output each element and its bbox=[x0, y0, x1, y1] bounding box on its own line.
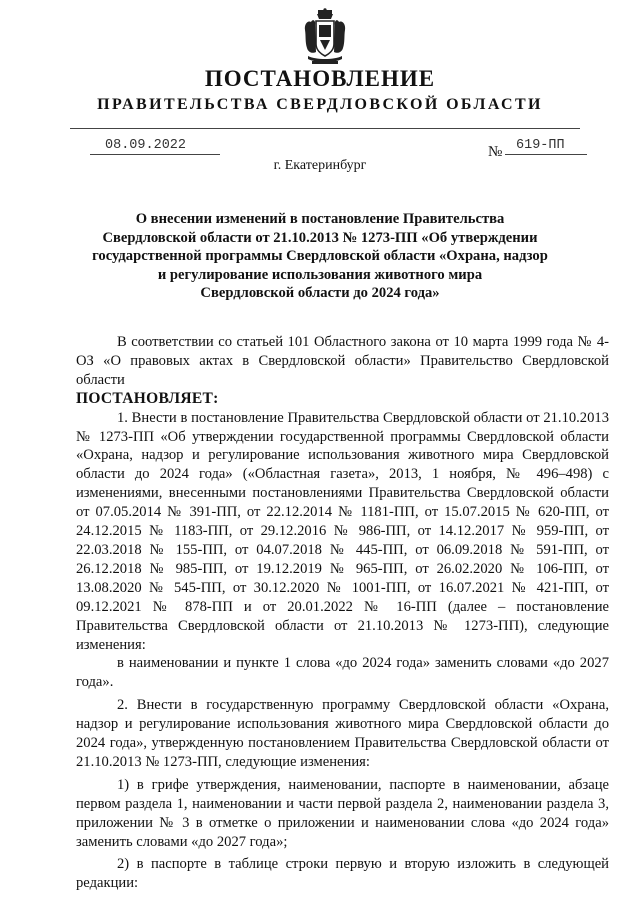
document-number: 619-ПП bbox=[516, 138, 565, 153]
number-sign: № bbox=[488, 144, 503, 160]
paragraph-2: 2. Внести в государственную программу Свердловской области «Охрана, надзор и регулирование использования животного мира Свердловской области до 2024 года», утвержденную постановлением Правительства Свердловской области от 21.10.2013 № 1273-ПП, следующие изменения: bbox=[76, 697, 609, 770]
document-subtitle: ПРАВИТЕЛЬСТВА СВЕРДЛОВСКОЙ ОБЛАСТИ bbox=[97, 96, 543, 113]
document-date: 08.09.2022 bbox=[105, 138, 187, 153]
coat-of-arms-emblem bbox=[302, 8, 348, 66]
heading-line: Свердловской области до 2024 года» bbox=[200, 285, 440, 302]
intro-paragraph: В соответствии со статьей 101 Областного закона от 10 марта 1999 года № 4-ОЗ «О правовых актах в Свердловской области» Правительство Свердловской области bbox=[76, 334, 609, 388]
heading-line: Свердловской области от 21.10.2013 № 1273-ПП «Об утверждении bbox=[102, 229, 538, 246]
decree-word: ПОСТАНОВЛЯЕТ: bbox=[76, 389, 219, 407]
paragraph-2-1: 1) в грифе утверждения, наименовании, паспорте в наименовании, абзаце первом раздела 1, наименовании и части первой раздела 2, наименовании раздела 3, приложении № 3 в отметке о приложении и наименовании слова «до 2024 года» заменить словами «до 2027 года»; bbox=[76, 776, 609, 850]
heading-line: государственной программы Свердловской области «Охрана, надзор bbox=[92, 248, 548, 265]
date-underline bbox=[90, 154, 220, 155]
number-underline bbox=[505, 154, 587, 155]
header-divider bbox=[70, 128, 580, 129]
heading-line: О внесении изменений в постановление Правительства bbox=[135, 211, 505, 227]
paragraph-1a: в наименовании и пункте 1 слова «до 2024 года» заменить словами «до 2027 года». bbox=[76, 655, 609, 691]
paragraph-2-2: 2) в паспорте в таблице строки первую и вторую изложить в следующей редакции: bbox=[76, 856, 609, 892]
paragraph-1: 1. Внести в постановление Правительства Свердловской области от 21.10.2013 № 1273-ПП «Об утверждении государственной программы Свердловской области «Охрана, надзор и регулирование использования животного мира Свердловской области до 2024 года» («Областная газета», 2013, 1 ноября, № 496–498) с изменениями, внесенными постановлениями Правительства Свердловской области от 07.05.2014 № 391-ПП, от 22.12.2014 № 1181-ПП, от 15.07.2015 № 620-ПП, от 24.12.2015 № 1183-ПП, от 29.12.2016 № 986-ПП, от 14.12.2017 № 959-ПП, от 22.03.2018 № 155-ПП, от 04.07.2018 № 445-ПП, от 06.09.2018 № 591-ПП, от 26.12.2018 № 985-ПП, от 19.12.2019 № 965-ПП, от 26.02.2020 № 106-ПП, от 13.08.2020 № 545-ПП, от 30.12.2020 № 1001-ПП, от 16.07.2021 № 421-ПП, от 09.12.2021 № 878-ПП и от 20.01.2022 № 16-ПП (далее – постановление Правительства Свердловской области от 21.10.2013 № 1273-ПП), следующие изменения: bbox=[76, 409, 609, 653]
document-title: ПОСТАНОВЛЕНИЕ bbox=[204, 66, 436, 91]
city: г. Екатеринбург bbox=[273, 158, 367, 173]
heading-line: и регулирование использования животного мира bbox=[157, 266, 483, 283]
document-heading bbox=[90, 210, 550, 303]
document-body bbox=[76, 333, 609, 893]
